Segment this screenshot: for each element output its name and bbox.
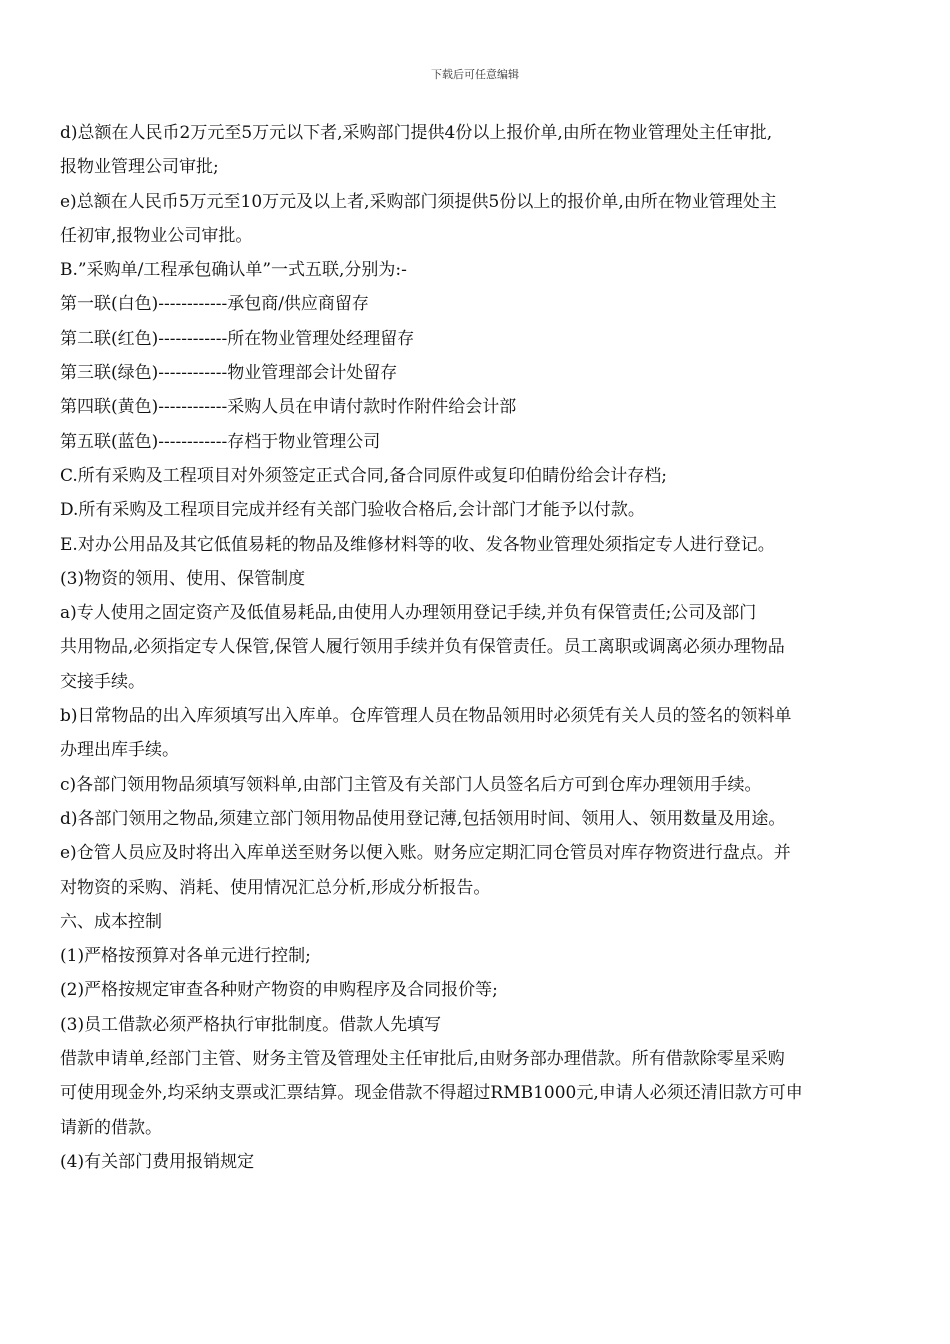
text-line: C.所有采购及工程项目对外须签定正式合同,备合同原件或复印伯睛份给会计存档;	[60, 465, 667, 486]
text-line: 请新的借款。	[60, 1117, 162, 1138]
section-heading: 六、成本控制	[60, 911, 162, 932]
text-line: b)日常物品的出入库须填写出入库单。仓库管理人员在物品领用时必须凭有关人员的签名的领料单	[60, 706, 792, 727]
text-line: D.所有采购及工程项目完成并经有关部门验收合格后,会计部门才能予以付款。	[60, 500, 645, 521]
text-line: 第一联(白色)------------承包商/供应商留存	[60, 294, 369, 315]
text-line: d)总额在人民币2万元至5万元以下者,采购部门提供4份以上报价单,由所在物业管理处主任审批,	[60, 123, 773, 143]
text-line: d)各部门领用之物品,须建立部门领用物品使用登记薄,包括领用时间、领用人、领用数量及用途。	[60, 808, 786, 829]
text-line: 任初审,报物业公司审批。	[60, 225, 253, 246]
text-line: (2)严格按规定审查各种财产物资的申购程序及合同报价等;	[60, 980, 498, 1001]
text-line: 共用物品,必须指定专人保管,保管人履行领用手续并负有保管责任。员工离职或调离必须办理物品	[60, 637, 785, 658]
section-heading: (3)物资的领用、使用、保管制度	[60, 568, 306, 589]
text-line: 交接手续。	[60, 671, 145, 692]
text-line: (4)有关部门费用报销规定	[60, 1151, 255, 1172]
text-line: c)各部门领用物品须填写领料单,由部门主管及有关部门人员签名后方可到仓库办理领用手续。	[60, 774, 762, 795]
text-line: 可使用现金外,均采纳支票或汇票结算。现金借款不得超过RMB1000元,申请人必须还清旧款方可申	[60, 1083, 803, 1104]
text-line: B.”采购单/工程承包确认单”一式五联,分别为:-	[60, 260, 407, 281]
text-line: 对物资的采购、消耗、使用情况汇总分析,形成分析报告。	[60, 877, 491, 898]
text-line: 第四联(黄色)------------采购人员在申请付款时作附件给会计部	[60, 397, 517, 418]
text-line: (3)员工借款必须严格执行审批制度。借款人先填写	[60, 1014, 442, 1035]
text-line: 第五联(蓝色)------------存档于物业管理公司	[60, 431, 381, 452]
text-line: e)总额在人民币5万元至10万元及以上者,采购部门须提供5份以上的报价单,由所在物业管理处主	[60, 191, 777, 212]
document-body	[60, 116, 900, 1179]
text-line: (1)严格按预算对各单元进行控制;	[60, 946, 311, 967]
text-line: 报物业管理公司审批;	[60, 157, 219, 178]
text-line: 办理出库手续。	[60, 740, 179, 761]
text-line: e)仓管人员应及时将出入库单送至财务以便入账。财务应定期汇同仓管员对库存物资进行盘点。并	[60, 843, 791, 864]
text-line: 第三联(绿色)------------物业管理部会计处留存	[60, 363, 398, 384]
text-line: 第二联(红色)------------所在物业管理处经理留存	[60, 328, 415, 349]
text-line: 借款申请单,经部门主管、财务主管及管理处主任审批后,由财务部办理借款。所有借款除零星采购	[60, 1049, 785, 1070]
text-line: E.对办公用品及其它低值易耗的物品及维修材料等的收、发各物业管理处须指定专人进行登记。	[60, 534, 775, 555]
page-header: 下载后可任意编辑	[431, 68, 519, 81]
text-line: a)专人使用之固定资产及低值易耗品,由使用人办理领用登记手续,并负有保管责任;公司及部门	[60, 603, 757, 624]
